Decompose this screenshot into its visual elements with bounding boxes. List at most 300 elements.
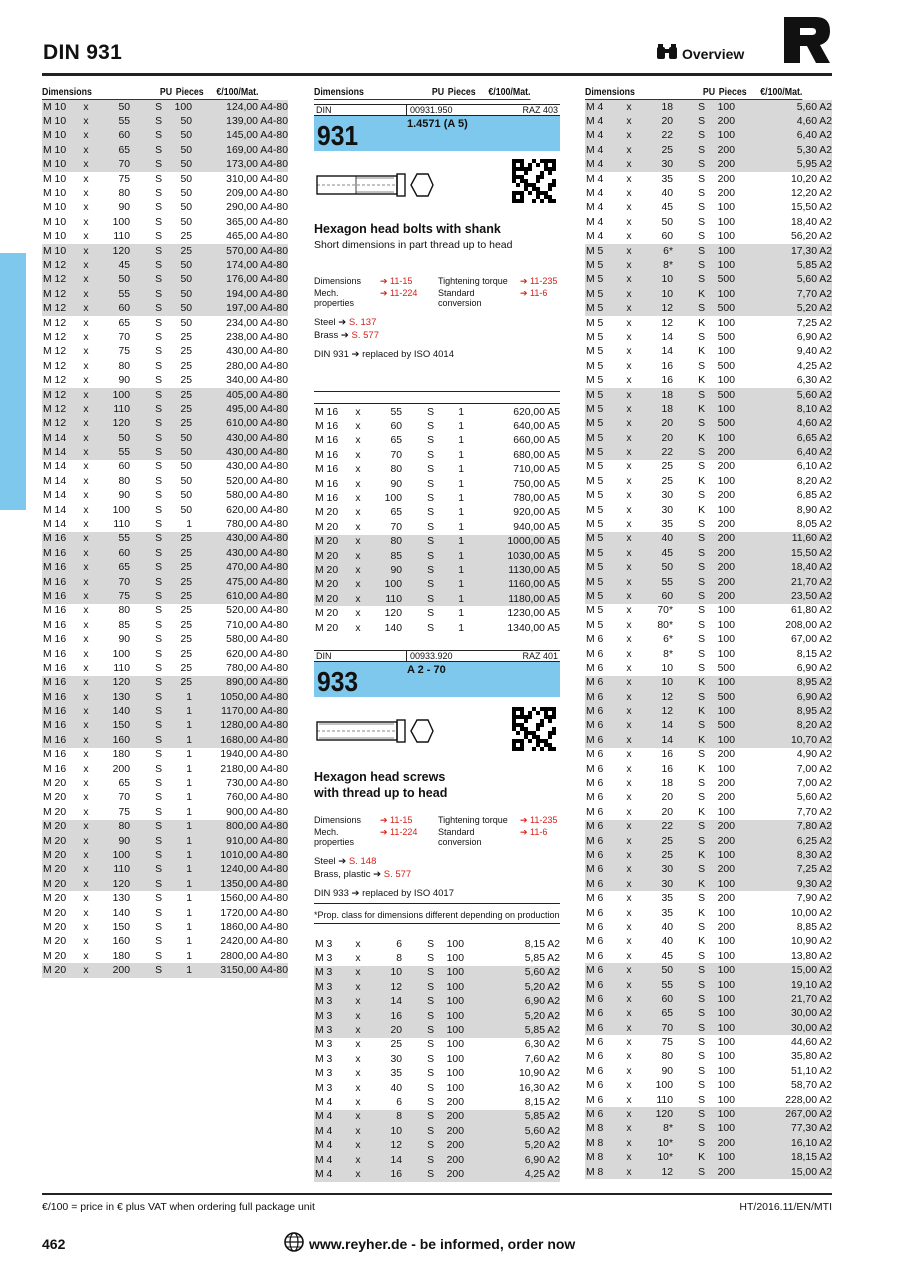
packaging-unit: K <box>698 375 705 387</box>
price: 44,60 A2 <box>790 1037 832 1049</box>
table-row <box>585 359 832 373</box>
dimension-times: x <box>626 921 632 933</box>
dimension-size: M 20 <box>43 821 67 833</box>
product-title-line1: Hexagon head screws <box>314 770 446 784</box>
raz-code: RAZ 401 <box>522 651 558 661</box>
price: 780,00 A5 <box>513 493 560 505</box>
table-row <box>585 143 832 157</box>
dimension-times: x <box>83 303 89 315</box>
packaging-unit: S <box>427 421 434 433</box>
price: 8,10 A2 <box>796 403 832 415</box>
conversion-link[interactable]: ➔ 11-6 <box>520 288 548 298</box>
dimension-length: 85 <box>118 619 130 631</box>
price: 176,00 A4-80 <box>226 274 288 286</box>
dimension-times: x <box>626 490 632 502</box>
packaging-unit: S <box>155 116 162 128</box>
price: 16,10 A2 <box>790 1137 832 1149</box>
packaging-unit: S <box>698 792 705 804</box>
packaging-unit: S <box>155 144 162 156</box>
table-row <box>585 935 832 949</box>
table-row <box>585 776 832 790</box>
pieces: 1 <box>458 464 464 476</box>
price: 280,00 A4-80 <box>226 360 288 372</box>
dimension-length: 25 <box>661 835 673 847</box>
table-row <box>314 419 560 433</box>
packaging-unit: S <box>155 590 162 602</box>
dimension-times: x <box>83 533 89 545</box>
dimension-size: M 6 <box>586 662 604 674</box>
table-row <box>585 503 832 517</box>
dimension-times: x <box>83 677 89 689</box>
dimension-times: x <box>626 403 632 415</box>
steel-link[interactable]: S. 137 <box>348 317 377 328</box>
price: 465,00 A4-80 <box>226 231 288 243</box>
dimension-size: M 20 <box>315 507 339 519</box>
dimensions-link[interactable]: ➔ 11-15 <box>380 815 413 825</box>
steel-ref: Steel ➔ S. 137 <box>314 317 377 328</box>
dimension-length: 120 <box>112 245 130 257</box>
dimension-times: x <box>355 521 361 533</box>
table-row <box>585 690 832 704</box>
dimension-size: M 5 <box>586 504 604 516</box>
table-row <box>314 1067 560 1081</box>
pieces: 100 <box>446 1053 464 1065</box>
table-row <box>42 632 288 646</box>
dimension-times: x <box>355 981 361 993</box>
dimension-size: M 20 <box>43 965 67 977</box>
dimension-size: M 6 <box>586 648 604 660</box>
dimension-times: x <box>83 706 89 718</box>
raz-code: RAZ 403 <box>522 105 558 115</box>
price: 6,90 A2 <box>796 662 832 674</box>
dimension-size: M 16 <box>43 763 67 775</box>
dimension-length: 40 <box>661 188 673 200</box>
dimension-times: x <box>83 965 89 977</box>
packaging-unit: S <box>698 576 705 588</box>
pieces: 200 <box>717 835 735 847</box>
dimension-size: M 5 <box>586 288 604 300</box>
table-row <box>585 575 832 589</box>
dimension-size: M 4 <box>315 1096 333 1108</box>
dimension-times: x <box>83 418 89 430</box>
dimension-size: M 14 <box>43 432 67 444</box>
qr-code-icon[interactable] <box>512 707 556 751</box>
table-row <box>42 906 288 920</box>
price: 5,95 A2 <box>796 159 832 171</box>
dimension-size: M 6 <box>586 979 604 991</box>
packaging-unit: S <box>155 965 162 977</box>
price: 15,00 A2 <box>790 1166 832 1178</box>
price: 580,00 A4-80 <box>226 490 288 502</box>
dimension-size: M 8 <box>586 1166 604 1178</box>
pieces: 200 <box>717 821 735 833</box>
table-row <box>42 172 288 186</box>
dimension-size: M 3 <box>315 953 333 965</box>
dimension-length: 35 <box>661 907 673 919</box>
table-row <box>314 506 560 520</box>
price: 640,00 A5 <box>513 421 560 433</box>
dimension-size: M 12 <box>43 389 67 401</box>
dimension-length: 50 <box>118 274 130 286</box>
table-row <box>314 951 560 965</box>
dimension-size: M 5 <box>586 303 604 315</box>
pieces: 50 <box>180 130 192 142</box>
dimension-length: 55 <box>390 406 402 418</box>
dimension-length: 65 <box>118 317 130 329</box>
table-row <box>314 1167 560 1181</box>
dimension-size: M 20 <box>43 936 67 948</box>
dimension-times: x <box>626 346 632 358</box>
price: 8,85 A2 <box>796 921 832 933</box>
packaging-unit: S <box>698 447 705 459</box>
table-row <box>585 100 832 114</box>
dimension-length: 12 <box>661 317 673 329</box>
pieces: 25 <box>180 231 192 243</box>
mech-link[interactable]: ➔ 11-224 <box>380 827 418 837</box>
overview-link[interactable] <box>656 44 744 63</box>
dimension-size: M 5 <box>586 461 604 473</box>
pieces: 200 <box>717 921 735 933</box>
dimension-times: x <box>626 360 632 372</box>
price: 21,70 A2 <box>790 993 832 1005</box>
packaging-unit: S <box>155 216 162 228</box>
price: 4,90 A2 <box>796 749 832 761</box>
pieces: 200 <box>717 519 735 531</box>
table-row <box>585 834 832 848</box>
table-row <box>42 201 288 215</box>
pieces: 1 <box>458 507 464 519</box>
pieces: 1 <box>458 593 464 605</box>
dimension-times: x <box>83 605 89 617</box>
dimension-length: 10 <box>390 967 402 979</box>
dimension-length: 90 <box>118 835 130 847</box>
dimension-length: 50 <box>118 432 130 444</box>
table-row <box>42 359 288 373</box>
packaging-unit: S <box>427 536 434 548</box>
dimension-times: x <box>83 562 89 574</box>
dimension-times: x <box>626 1152 632 1164</box>
table-row <box>585 244 832 258</box>
brass-link[interactable]: S. 577 <box>351 330 379 341</box>
pieces: 200 <box>446 1154 464 1166</box>
dimension-times: x <box>626 116 632 128</box>
dimension-size: M 5 <box>586 533 604 545</box>
packaging-unit: S <box>427 493 434 505</box>
table-row <box>42 301 288 315</box>
dimension-length: 30 <box>661 504 673 516</box>
pieces: 25 <box>180 360 192 372</box>
table-row <box>585 301 832 315</box>
packaging-unit: S <box>698 144 705 156</box>
price: 6,90 A2 <box>524 996 560 1008</box>
dimension-size: M 4 <box>586 202 604 214</box>
divider <box>314 903 560 904</box>
dimension-size: M 6 <box>586 835 604 847</box>
price: 8,95 A2 <box>796 706 832 718</box>
brass-link[interactable]: S. 577 <box>383 869 412 880</box>
dimension-size: M 16 <box>43 720 67 732</box>
table-row <box>585 489 832 503</box>
dimension-length: 130 <box>112 691 130 703</box>
price: 8,20 A2 <box>796 720 832 732</box>
dimension-times: x <box>355 449 361 461</box>
price: 430,00 A4-80 <box>226 461 288 473</box>
price: 1240,00 A4-80 <box>220 864 288 876</box>
packaging-unit: S <box>155 245 162 257</box>
price: 2420,00 A4-80 <box>220 936 288 948</box>
pieces: 25 <box>180 245 192 257</box>
table-row <box>42 402 288 416</box>
dimension-size: M 20 <box>315 521 339 533</box>
dimension-length: 100 <box>655 1080 673 1092</box>
table-row <box>585 129 832 143</box>
dimension-length: 70 <box>118 576 130 588</box>
pieces: 25 <box>180 346 192 358</box>
packaging-unit: S <box>698 245 705 257</box>
torque-link[interactable]: ➔ 11-235 <box>520 276 558 286</box>
pieces: 50 <box>180 475 192 487</box>
price: 1280,00 A4-80 <box>220 720 288 732</box>
pieces: 100 <box>446 996 464 1008</box>
dimension-size: M 5 <box>586 274 604 286</box>
dimensions-link[interactable]: ➔ 11-15 <box>380 276 413 286</box>
dimension-size: M 12 <box>43 403 67 415</box>
dimension-length: 25 <box>661 461 673 473</box>
pieces: 1 <box>186 878 192 890</box>
dimension-length: 160 <box>112 734 130 746</box>
dimension-times: x <box>626 806 632 818</box>
dimension-size: M 6 <box>586 720 604 732</box>
section-tab <box>0 253 26 510</box>
dimension-length: 40 <box>661 921 673 933</box>
price: 620,00 A4-80 <box>226 648 288 660</box>
dimension-length: 140 <box>112 706 130 718</box>
pieces: 200 <box>717 562 735 574</box>
price: 5,20 A2 <box>524 1140 560 1152</box>
pieces: 1 <box>186 720 192 732</box>
table-row <box>314 578 560 592</box>
pieces: 25 <box>180 403 192 415</box>
dimension-times: x <box>626 648 632 660</box>
dimension-size: M 5 <box>586 619 604 631</box>
price: 800,00 A4-80 <box>226 821 288 833</box>
pieces: 1 <box>186 907 192 919</box>
price: 1010,00 A4-80 <box>220 850 288 861</box>
pieces: 1 <box>186 936 192 948</box>
pieces: 50 <box>180 461 192 473</box>
table-row <box>585 719 832 733</box>
dimension-times: x <box>626 792 632 804</box>
pieces: 1 <box>458 564 464 576</box>
pieces: 100 <box>446 967 464 979</box>
dimension-times: x <box>626 950 632 962</box>
dimension-size: M 6 <box>586 1080 604 1092</box>
dimension-times: x <box>83 475 89 487</box>
dimension-times: x <box>83 950 89 962</box>
dimension-length: 65 <box>118 562 130 574</box>
dimension-size: M 16 <box>43 734 67 746</box>
dimension-length: 22 <box>661 130 673 142</box>
pieces: 25 <box>180 619 192 631</box>
dimension-times: x <box>83 634 89 646</box>
dimension-times: x <box>626 274 632 286</box>
dimension-times: x <box>626 303 632 315</box>
dimension-size: M 4 <box>586 231 604 243</box>
dimension-length: 6* <box>663 245 673 257</box>
dimension-times: x <box>626 821 632 833</box>
dimension-times: x <box>626 1065 632 1077</box>
table-row <box>585 1136 832 1150</box>
mech-link[interactable]: ➔ 11-224 <box>380 288 418 298</box>
dimension-size: M 4 <box>315 1140 333 1152</box>
dimension-length: 90 <box>118 202 130 214</box>
dimension-times: x <box>83 274 89 286</box>
packaging-unit: S <box>155 519 162 531</box>
dimension-size: M 4 <box>586 159 604 171</box>
dimension-times: x <box>626 1166 632 1178</box>
dimension-size: M 5 <box>586 245 604 257</box>
dimension-length: 25 <box>661 850 673 861</box>
table-row <box>42 417 288 431</box>
dimension-size: M 16 <box>315 421 339 433</box>
price: 1680,00 A4-80 <box>220 734 288 746</box>
website-link[interactable] <box>284 1232 575 1255</box>
table-row <box>585 330 832 344</box>
table-row <box>585 172 832 186</box>
dimension-size: M 3 <box>315 938 333 950</box>
dimension-size: M 3 <box>315 1025 333 1037</box>
price: 570,00 A4-80 <box>226 245 288 257</box>
table-row <box>585 1021 832 1035</box>
packaging-unit: K <box>698 403 705 415</box>
table-row <box>314 1153 560 1167</box>
price: 8,15 A2 <box>524 1096 560 1108</box>
dimension-length: 65 <box>118 778 130 790</box>
dimension-times: x <box>355 564 361 576</box>
price: 18,15 A2 <box>790 1152 832 1164</box>
packaging-unit: S <box>155 159 162 171</box>
packaging-unit: S <box>427 981 434 993</box>
price: 10,70 A2 <box>790 734 832 746</box>
price: 620,00 A5 <box>513 406 560 418</box>
price: 8,95 A2 <box>796 677 832 689</box>
pieces: 1 <box>186 835 192 847</box>
left-table <box>42 100 288 978</box>
price: 267,00 A2 <box>785 1109 832 1121</box>
dimension-size: M 20 <box>315 564 339 576</box>
pieces: 25 <box>180 605 192 617</box>
dimension-size: M 20 <box>43 950 67 962</box>
dimension-times: x <box>355 435 361 447</box>
packaging-unit: S <box>155 792 162 804</box>
dimension-size: M 6 <box>586 734 604 746</box>
dimension-times: x <box>83 360 89 372</box>
dimension-length: 25 <box>661 144 673 156</box>
dimension-times: x <box>83 375 89 387</box>
packaging-unit: K <box>698 346 705 358</box>
packaging-unit: S <box>698 1080 705 1092</box>
table-row <box>585 1151 832 1165</box>
dimension-length: 75 <box>661 1037 673 1049</box>
dimension-times: x <box>83 331 89 343</box>
pieces: 1 <box>186 706 192 718</box>
steel-link[interactable]: S. 148 <box>348 856 377 867</box>
dimension-size: M 3 <box>315 967 333 979</box>
dimension-size: M 5 <box>586 418 604 430</box>
dimension-times: x <box>626 850 632 861</box>
price: 365,00 A4-80 <box>226 216 288 228</box>
dimension-size: M 4 <box>586 216 604 228</box>
dimension-times: x <box>355 1140 361 1152</box>
dimension-times: x <box>355 406 361 418</box>
pieces: 200 <box>717 749 735 761</box>
price: 580,00 A4-80 <box>226 634 288 646</box>
price: 495,00 A4-80 <box>226 403 288 415</box>
pieces: 1 <box>186 893 192 905</box>
dimension-times: x <box>626 432 632 444</box>
packaging-unit: S <box>427 953 434 965</box>
packaging-unit: S <box>698 1109 705 1121</box>
pieces: 1 <box>186 950 192 962</box>
pieces: 1 <box>458 493 464 505</box>
table-row <box>585 791 832 805</box>
packaging-unit: S <box>155 921 162 933</box>
overview-label: Overview <box>682 45 745 62</box>
dimension-length: 75 <box>118 346 130 358</box>
conversion-link[interactable]: ➔ 11-6 <box>520 827 548 837</box>
pieces: 100 <box>717 1109 735 1121</box>
dimension-size: M 5 <box>586 490 604 502</box>
packaging-unit: S <box>427 1140 434 1152</box>
pieces: 200 <box>717 1137 735 1149</box>
table-row <box>585 517 832 531</box>
packaging-unit: S <box>155 619 162 631</box>
dimension-length: 10 <box>661 274 673 286</box>
price: 56,20 A2 <box>790 231 832 243</box>
torque-link[interactable]: ➔ 11-235 <box>520 815 558 825</box>
dimension-times: x <box>355 1053 361 1065</box>
dimension-size: M 20 <box>315 536 339 548</box>
pieces: 1 <box>458 421 464 433</box>
dimension-size: M 3 <box>315 996 333 1008</box>
price: 6,10 A2 <box>796 461 832 473</box>
packaging-unit: S <box>155 893 162 905</box>
divider <box>314 391 560 392</box>
packaging-unit: S <box>698 619 705 631</box>
price: 5,60 A2 <box>796 792 832 804</box>
pieces: 100 <box>717 216 735 228</box>
packaging-unit: S <box>698 216 705 228</box>
price: 6,30 A2 <box>524 1039 560 1051</box>
dimension-length: 75 <box>118 590 130 602</box>
pieces: 25 <box>180 576 192 588</box>
pieces: 25 <box>180 590 192 602</box>
price: 430,00 A4-80 <box>226 533 288 545</box>
dimension-times: x <box>626 317 632 329</box>
dimension-size: M 16 <box>43 706 67 718</box>
qr-code-icon[interactable] <box>512 159 556 203</box>
price: 23,50 A2 <box>790 590 832 602</box>
packaging-unit: S <box>698 691 705 703</box>
pieces: 50 <box>180 216 192 228</box>
dimension-times: x <box>626 1094 632 1106</box>
dimension-times: x <box>83 403 89 415</box>
pieces: 200 <box>717 547 735 559</box>
right-column <box>585 86 832 1179</box>
dimension-size: M 5 <box>586 576 604 588</box>
dimension-length: 30 <box>661 864 673 876</box>
dimension-size: M 4 <box>586 101 604 113</box>
